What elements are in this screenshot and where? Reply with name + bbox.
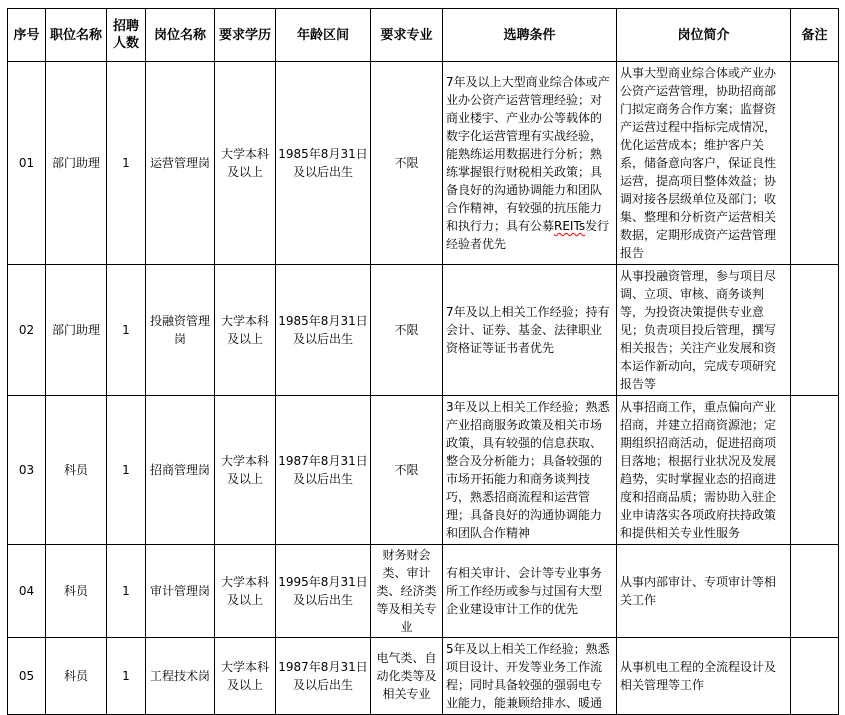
cell-remark [791, 396, 839, 545]
cell-serial-number: 03 [8, 396, 46, 545]
cell-remark [791, 265, 839, 396]
cell-headcount: 1 [107, 396, 146, 545]
column-header-remark: 备注 [791, 9, 839, 62]
cell-criteria: 3年及以上相关工作经验；熟悉产业招商服务政策及相关市场政策，具有较强的信息获取、整合及分析能力；具备较强的市场开拓能力和商务谈判技巧，熟悉招商流程和运营管理；具备良好的沟通协调能力和团队合作精神 [443, 396, 617, 545]
cell-age-range: 1987年8月31日及以后出生 [276, 396, 371, 545]
cell-major: 不限 [371, 396, 443, 545]
cell-headcount: 1 [107, 265, 146, 396]
cell-criteria: 7年及以上相关工作经验；持有会计、证券、基金、法律职业资格证等证书者优先 [443, 265, 617, 396]
cell-position-title: 科员 [46, 396, 107, 545]
table-row [8, 265, 839, 396]
cell-post-name: 审计管理岗 [146, 545, 215, 638]
cell-headcount: 1 [107, 62, 146, 265]
column-header-job-description: 岗位简介 [617, 9, 791, 62]
cell-education: 大学本科及以上 [215, 62, 276, 265]
cell-job-description: 从事内部审计、专项审计等相关工作 [617, 545, 791, 638]
header-row [8, 9, 839, 62]
cell-major: 电气类、自动化类等及相关专业 [371, 638, 443, 715]
table-row [8, 396, 839, 545]
cell-education: 大学本科及以上 [215, 545, 276, 638]
cell-remark [791, 62, 839, 265]
cell-age-range: 1987年8月31日及以后出生 [276, 638, 371, 715]
cell-education: 大学本科及以上 [215, 396, 276, 545]
cell-job-description: 从事投融资管理，参与项目尽调、立项、审核、商务谈判等，为投资决策提供专业意见；负责项目投后管理，撰写相关报告；关注产业发展和资本运作新动向，完成专项研究报告等 [617, 265, 791, 396]
recruitment-table [7, 8, 839, 715]
cell-education: 大学本科及以上 [215, 265, 276, 396]
criteria-text: 7年及以上大型商业综合体或产业办公资产运营管理经验；对商业楼宇、产业办公等载体的数字化运营管理有实战经验，能熟练运用数据进行分析；熟练掌握银行财税相关政策；具备良好的沟通协调能力和团队合作精神，有较强的抗压能力和执行力；具有公募 [446, 75, 610, 233]
cell-criteria: 有相关审计、会计等专业事务所工作经历或参与过国有大型企业建设审计工作的优先 [443, 545, 617, 638]
cell-serial-number: 05 [8, 638, 46, 715]
criteria-text-tail: 发行经验者优先 [446, 219, 610, 251]
cell-job-description: 从事机电工程的全流程设计及相关管理等工作 [617, 638, 791, 715]
cell-criteria: 5年及以上相关工作经验；熟悉项目设计、开发等业务工作流程；同时具备较强的强弱电专业能力，能兼顾给排水、暖通 [443, 638, 617, 715]
cell-age-range: 1985年8月31日及以后出生 [276, 62, 371, 265]
cell-criteria [443, 62, 617, 265]
column-header-criteria: 选聘条件 [443, 9, 617, 62]
column-header-position-title: 职位名称 [46, 9, 107, 62]
cell-serial-number: 02 [8, 265, 46, 396]
cell-major: 不限 [371, 265, 443, 396]
cell-post-name: 招商管理岗 [146, 396, 215, 545]
column-header-education: 要求学历 [215, 9, 276, 62]
cell-serial-number: 01 [8, 62, 46, 265]
reits-spellcheck-text: REITs [554, 219, 586, 233]
cell-post-name: 工程技术岗 [146, 638, 215, 715]
cell-post-name: 投融资管理岗 [146, 265, 215, 396]
cell-remark [791, 545, 839, 638]
cell-age-range: 1985年8月31日及以后出生 [276, 265, 371, 396]
cell-education: 大学本科及以上 [215, 638, 276, 715]
cell-major: 财务财会类、审计类、经济类等及相关专业 [371, 545, 443, 638]
table-row [8, 638, 839, 715]
cell-serial-number: 04 [8, 545, 46, 638]
cell-position-title: 部门助理 [46, 265, 107, 396]
cell-post-name: 运营管理岗 [146, 62, 215, 265]
cell-position-title: 部门助理 [46, 62, 107, 265]
table-row [8, 62, 839, 265]
cell-headcount: 1 [107, 545, 146, 638]
cell-position-title: 科员 [46, 638, 107, 715]
column-header-age-range: 年龄区间 [276, 9, 371, 62]
table-row [8, 545, 839, 638]
cell-job-description: 从事招商工作，重点偏向产业招商，并建立招商资源池；定期组织招商活动，促进招商项目落地；根据行业状况及发展趋势，实时掌握业态的招商进度和招商品质；需协助入驻企业申请落实各项政府扶持政策和提供相关专业性服务 [617, 396, 791, 545]
cell-position-title: 科员 [46, 545, 107, 638]
column-header-serial: 序号 [8, 9, 46, 62]
cell-major: 不限 [371, 62, 443, 265]
cell-job-description: 从事大型商业综合体或产业办公资产运营管理，协助招商部门拟定商务合作方案；监督资产运营过程中指标完成情况，优化运营成本；维护客户关系，储备意向客户，保证良性运营，提高项目整体效益；协调对接各层级单位及部门；收集、整理和分析资产运营相关数据，定期形成资产运营管理报告 [617, 62, 791, 265]
cell-age-range: 1995年8月31日及以后出生 [276, 545, 371, 638]
column-header-major: 要求专业 [371, 9, 443, 62]
cell-remark [791, 638, 839, 715]
cell-headcount: 1 [107, 638, 146, 715]
column-header-post-name: 岗位名称 [146, 9, 215, 62]
column-header-headcount: 招聘人数 [107, 9, 146, 62]
